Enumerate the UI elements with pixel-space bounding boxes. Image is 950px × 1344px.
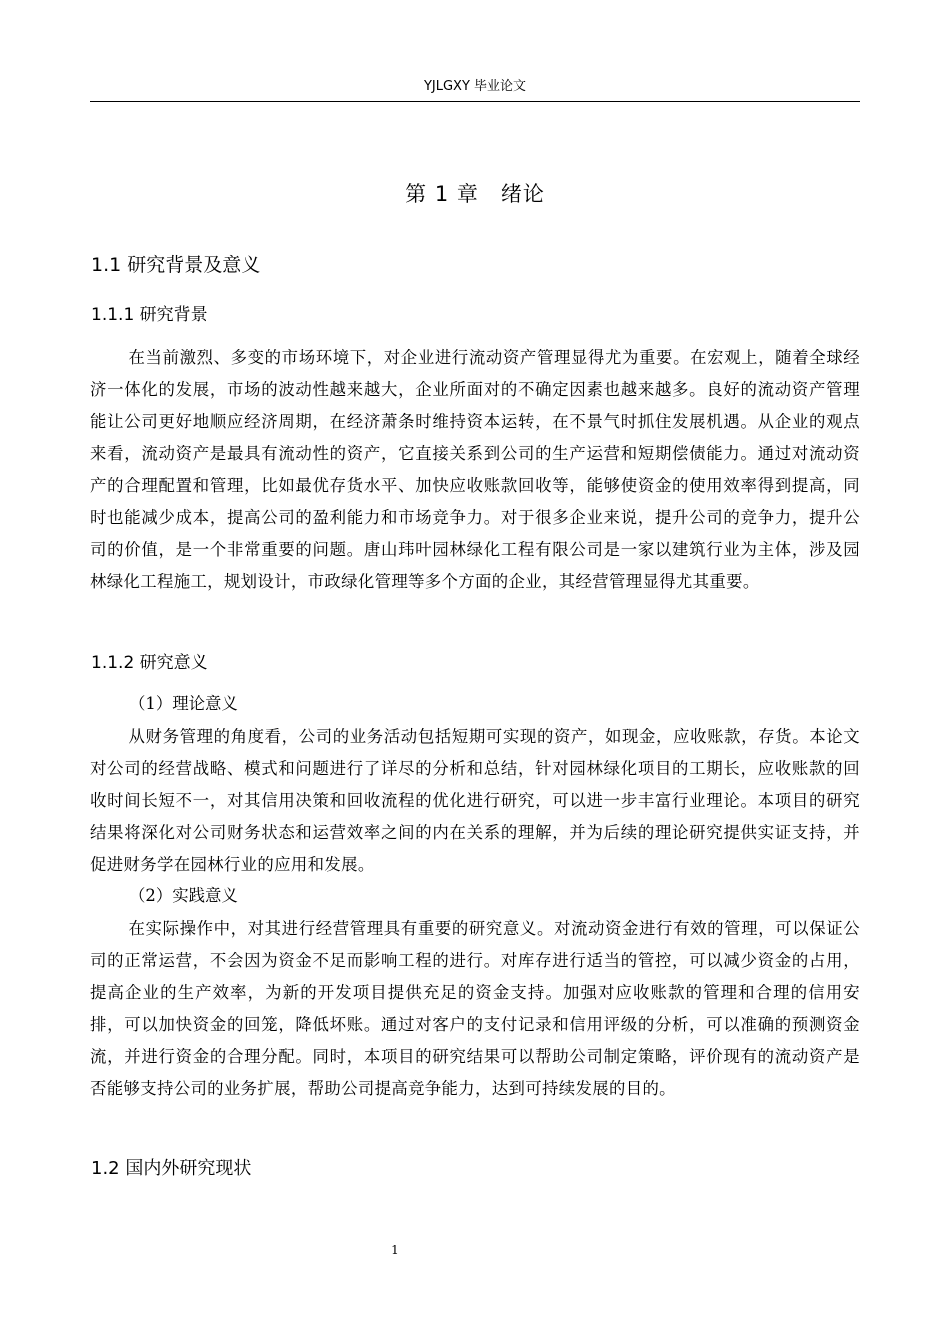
subheading-theory-significance: （1）理论意义 (129, 694, 238, 713)
section-heading-1-1-2: 1.1.2 研究意义 (91, 653, 208, 673)
subheading-practice-significance: （2）实践意义 (129, 886, 238, 905)
paragraph-practice-significance: 在实际操作中，对其进行经营管理具有重要的研究意义。对流动资金进行有效的管理，可以保证公司的正常运营，不会因为资金不足而影响工程的进行。对库存进行适当的管控，可以减少资金的占用，提高企业的生产效率，为新的开发项目提供充足的资金支持。加强对应收账款的管理和合理的信用安排，可以加快资金的回笼，降低坏账。通过对客户的支付记录和信用评级的分析，可以准确的预测资金流，并进行资金的合理分配。同时，本项目的研究结果可以帮助公司制定策略，评价现有的流动资产是否能够支持公司的业务扩展，帮助公司提高竞争能力，达到可持续发展的目的。 (90, 919, 860, 1098)
chapter-title: 第 1 章 绪论 (405, 182, 545, 206)
section-heading-1-1-1: 1.1.1 研究背景 (91, 305, 208, 325)
header-rule (90, 101, 860, 102)
section-heading-1-1: 1.1 研究背景及意义 (91, 254, 261, 276)
paragraph-theory-significance: 从财务管理的角度看，公司的业务活动包括短期可实现的资产，如现金，应收账款，存货。本论文对公司的经营战略、模式和问题进行了详尽的分析和总结，针对园林绿化项目的工期长，应收账款的回收时间长短不一，对其信用决策和回收流程的优化进行研究，可以进一步丰富行业理论。本项目的研究结果将深化对公司财务状态和运营效率之间的内在关系的理解，并为后续的理论研究提供实证支持，并促进财务学在园林行业的应用和发展。 (90, 727, 860, 874)
paragraph-research-background: 在当前激烈、多变的市场环境下，对企业进行流动资产管理显得尤为重要。在宏观上，随着全球经济一体化的发展，市场的波动性越来越大，企业所面对的不确定因素也越来越多。良好的流动资产管理能让公司更好地顺应经济周期，在经济萧条时维持资本运转，在不景气时抓住发展机遇。从企业的观点来看，流动资产是最具有流动性的资产，它直接关系到公司的生产运营和短期偿债能力。通过对流动资产的合理配置和管理，比如最优存货水平、加快应收账款回收等，能够使资金的使用效率得到提高，同时也能减少成本，提高公司的盈利能力和市场竞争力。对于很多企业来说，提升公司的竞争力，提升公司的价值，是一个非常重要的问题。唐山玮叶园林绿化工程有限公司是一家以建筑行业为主体，涉及园林绿化工程施工，规划设计，市政绿化管理等多个方面的企业，其经营管理显得尤其重要。 (90, 348, 860, 591)
page-header: YJLGXY 毕业论文 (423, 79, 527, 94)
section-heading-1-2: 1.2 国内外研究现状 (91, 1158, 252, 1179)
page-number: 1 (391, 1243, 399, 1257)
